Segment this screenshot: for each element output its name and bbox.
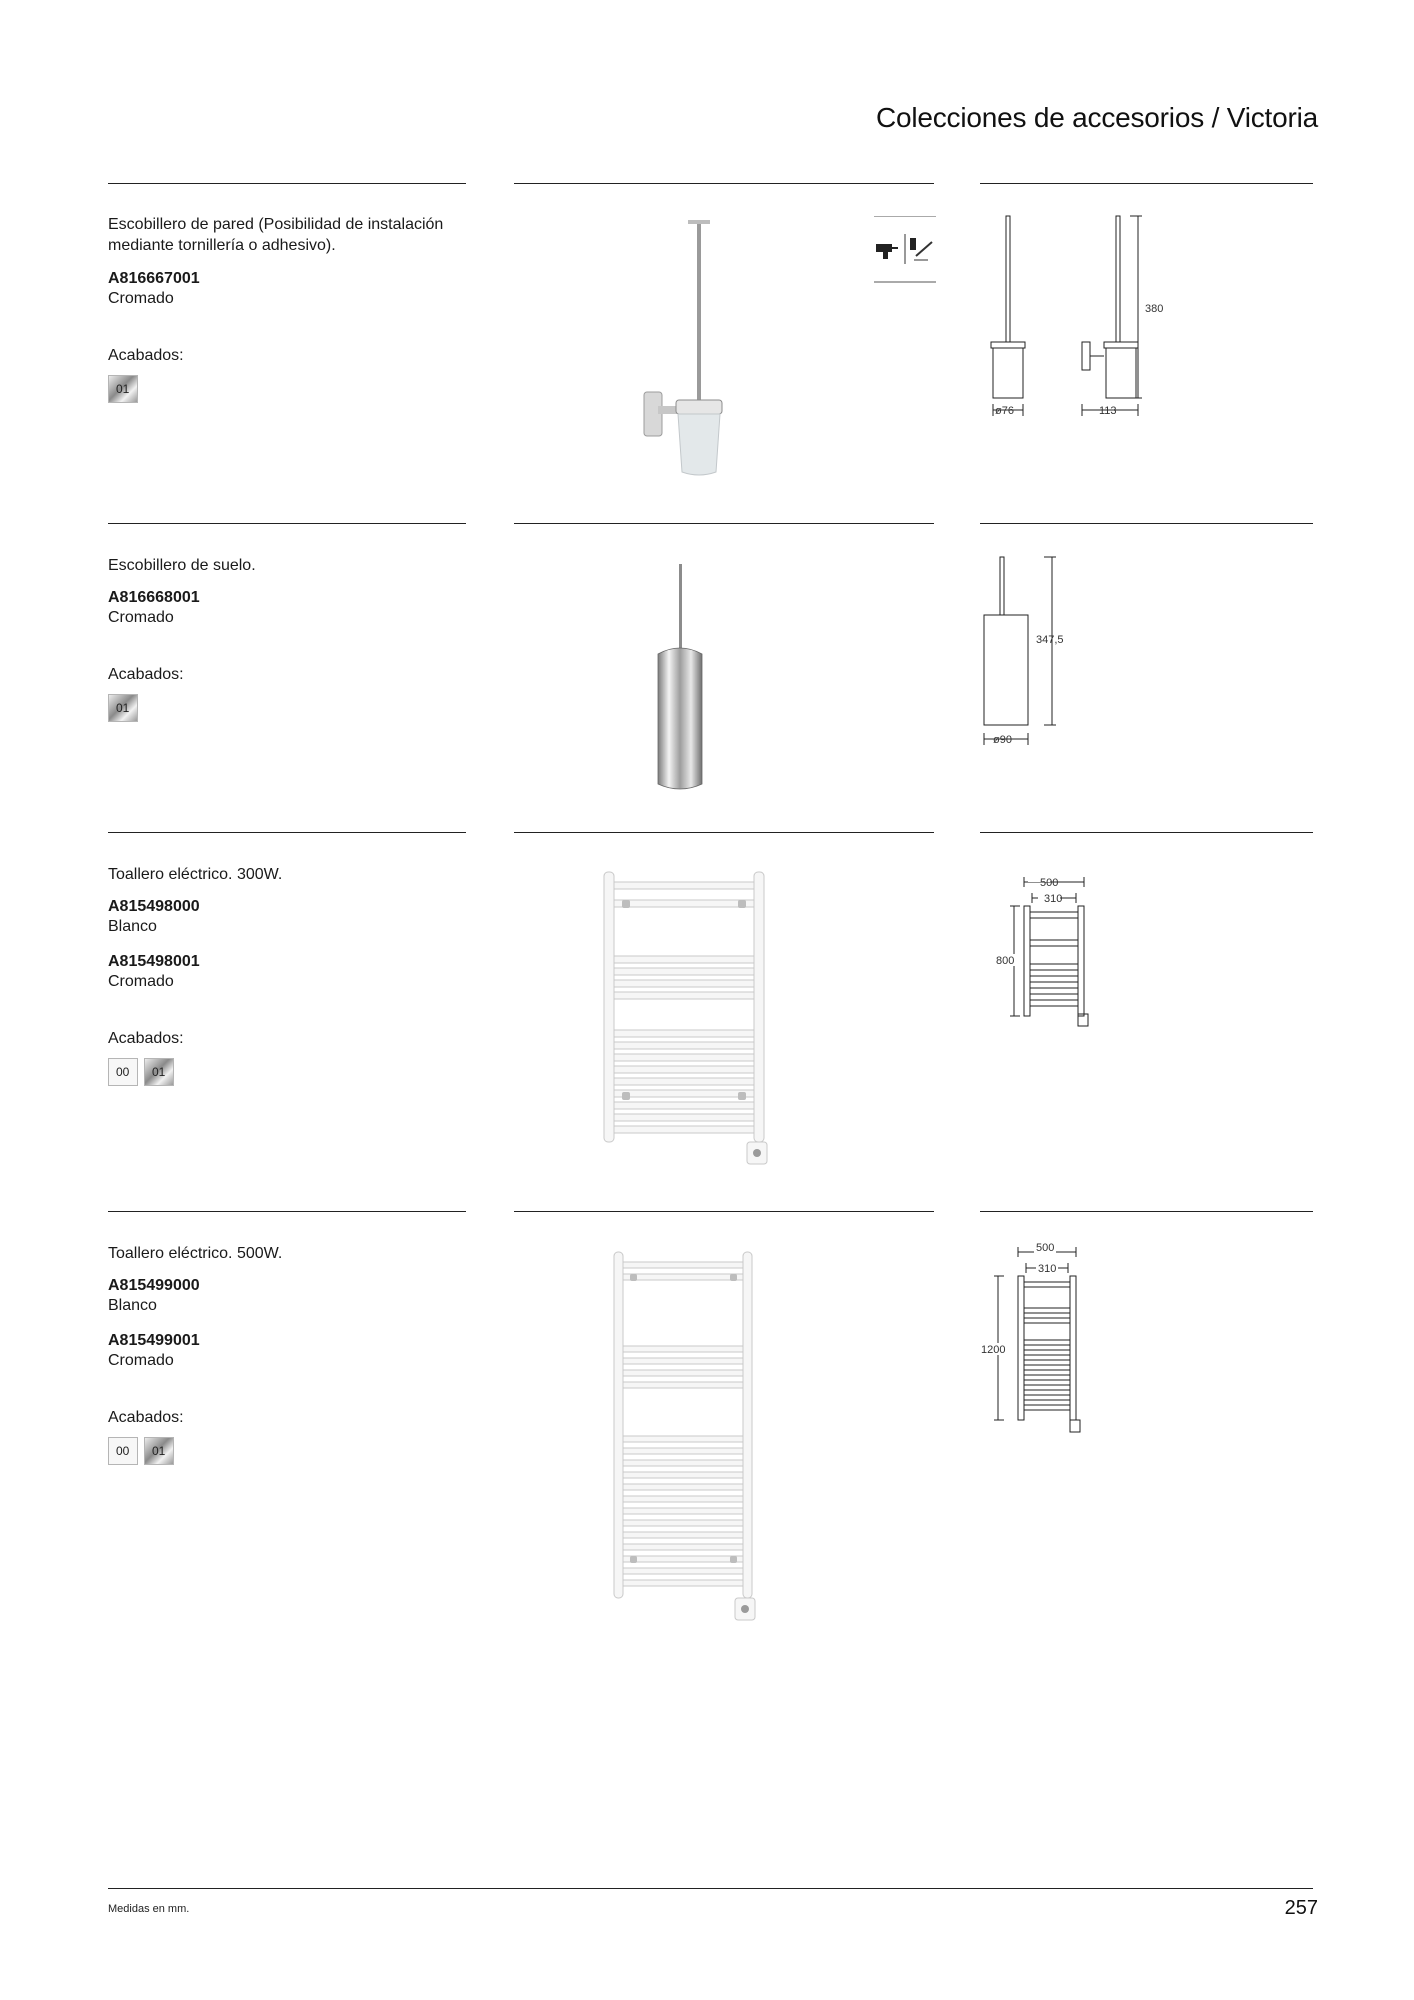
product-code: A816667001 [108,270,200,287]
dimension-label: 347,5 [1036,634,1064,646]
section-rule [108,832,466,833]
finishes-label: Acabados: [108,666,184,683]
dimension-label: 310 [1044,893,1063,905]
installation-icons [874,216,936,289]
section-rule [514,523,934,524]
section-rule [980,1211,1313,1212]
dimension-label: 113 [1099,405,1117,417]
finish-swatches [108,375,138,403]
adhesive-icon [910,238,932,260]
product-description: Toallero eléctrico. 300W. [108,866,283,883]
section-rule [514,183,934,184]
product-code: A815498001 [108,953,200,970]
dimension-label: 500 [1040,877,1059,889]
footer-rule [108,1888,1313,1889]
finish-swatch: 00 [108,1058,138,1086]
finish-swatch: 00 [108,1437,138,1465]
product-finish: Cromado [108,290,174,307]
product-finish: Blanco [108,1297,157,1314]
section-rule [108,1211,466,1212]
product-description: Toallero eléctrico. 500W. [108,1245,283,1262]
product-description: Escobillero de suelo. [108,557,256,574]
product-image [610,1248,760,1631]
product-code: A815499000 [108,1277,200,1294]
product-finish: Blanco [108,918,157,935]
dimension-label: 1200 [981,1344,1006,1356]
technical-drawing [980,1240,1090,1455]
dimension-label: ø76 [995,405,1014,417]
section-rule [108,523,466,524]
finish-swatch: 01 [108,694,138,722]
dimension-label: 500 [1036,1242,1055,1254]
finishes-label: Acabados: [108,1409,184,1426]
section-rule [108,183,466,184]
product-finish: Cromado [108,1352,174,1369]
product-image [650,562,710,797]
finish-swatches [108,1058,174,1086]
section-rule [980,832,1313,833]
section-rule [514,1211,934,1212]
dimension-label: 380 [1145,303,1164,315]
section-rule [980,523,1313,524]
product-image [600,868,772,1175]
product-code: A815499001 [108,1332,200,1349]
page-number: 257 [1284,1897,1318,1919]
product-code: A816668001 [108,589,200,606]
footer-note: Medidas en mm. [108,1903,190,1915]
technical-drawing [980,553,1120,758]
product-image [640,220,730,485]
section-rule [980,183,1313,184]
finishes-label: Acabados: [108,347,184,364]
drill-icon [876,244,898,259]
finish-swatch: 01 [108,375,138,403]
technical-drawing [980,868,1100,1043]
technical-drawing [980,210,1200,435]
dimension-label: ø90 [993,734,1012,746]
finish-swatch: 01 [144,1058,174,1086]
finish-swatches [108,694,138,722]
finish-swatches [108,1437,174,1465]
product-code: A815498000 [108,898,200,915]
finish-swatch: 01 [144,1437,174,1465]
finishes-label: Acabados: [108,1030,184,1047]
page-title: Colecciones de accesorios / Victoria [875,102,1318,133]
dimension-label: 800 [996,955,1015,967]
product-finish: Cromado [108,973,174,990]
product-finish: Cromado [108,609,174,626]
dimension-label: 310 [1038,1263,1057,1275]
section-rule [514,832,934,833]
product-description: Escobillero de pared (Posibilidad de instalación mediante tornillería o adhesivo). [108,216,444,254]
